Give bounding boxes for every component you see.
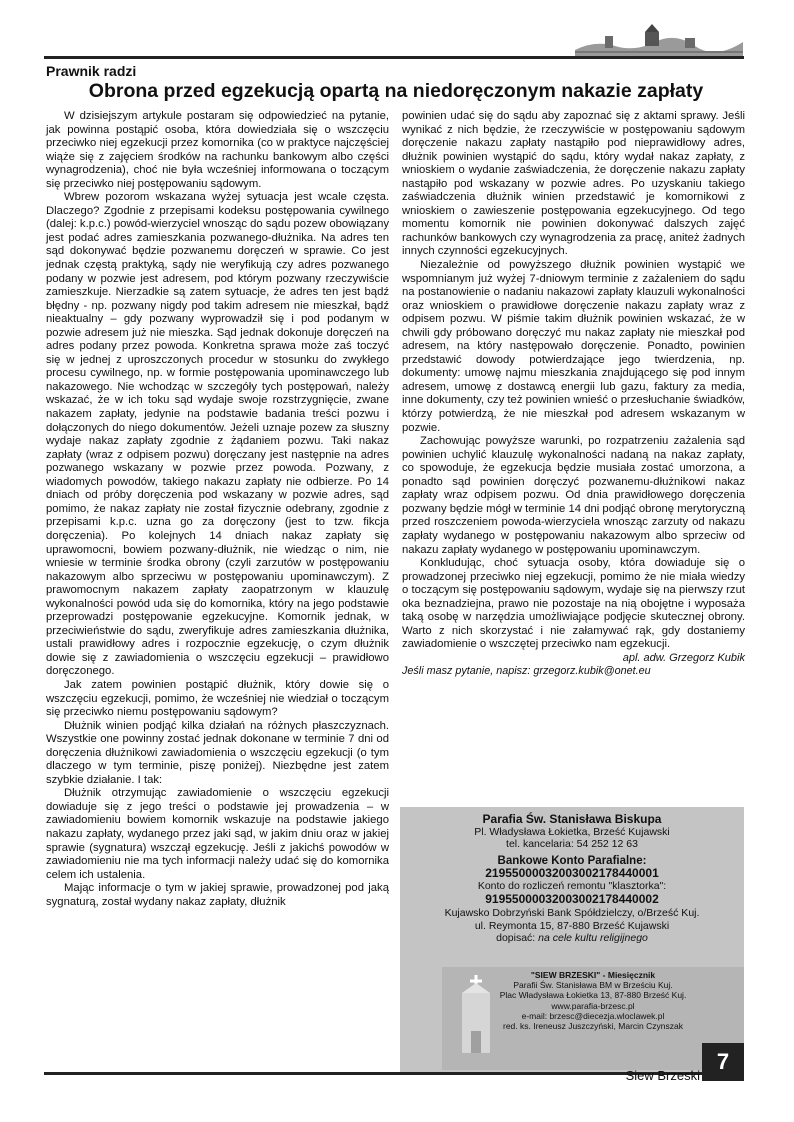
article-column-right bbox=[402, 110, 745, 679]
paragraph: Dłużnik winien podjąć kilka działań na różnych płaszczyznach. Wszystkie one powinny zostać jednak dokonane w terminie 7 dni od doręczenia dłużnikowi zawiadomienia o wszczęciu egzekucji (o tym dlaczego w tym terminie, piszę poniżej). Niezbędne jest zatem szybkie działanie. I tak: bbox=[46, 719, 389, 786]
transfer-note bbox=[400, 932, 744, 945]
footer-publication: Siew Brzeski bbox=[625, 1068, 700, 1083]
masthead-web[interactable]: www.parafia-brzesc.pl bbox=[551, 1000, 635, 1011]
paragraph: W dzisiejszym artykule postaram się odpowiedzieć na pytanie, jak powinna postąpić osoba, która dowiedziała się o wszczęciu przeciwko niej egzekucji przez komornika (co w praktyce najczęściej wiąże się z zajęciem środków na rachunku bankowym albo części wynagrodzenia), choć nie była wcześniej informowana o toczącym się przeciwko niej postępowaniu sądowym. bbox=[46, 110, 389, 190]
paragraph: powinien udać się do sądu aby zapoznać się z aktami sprawy. Jeśli wynikać z nich będzie, że rzeczywiście w postępowaniu sądowym doręczenie nakazu zapłaty nastąpiło pod nieprawidłowy adres, dłużnik powinien wystąpić do sądu, który wydał nakaz zapłaty, z wnioskiem o wydanie zaświadczenia, że doręczenie nakazu zapłaty nastąpiło pod wskazany w pozwie adres. Po uzyskaniu takiego zaświadczenia dłużnik winien przedstawić je komornikowi z wnioskiem o zawieszenie postępowania egzekucyjnego. Od tego momentu komornik nie powinien dokonywać dalszych zajęć rachunków bankowych czy wynagrodzenia za pracę, aniteż żadnych innych czynności egzekucyjnych. bbox=[402, 110, 745, 258]
article-headline: Obrona przed egzekucją opartą na niedoręczonym nakazie zapłaty bbox=[88, 80, 704, 102]
article-column-left bbox=[46, 110, 389, 909]
paragraph: Niezależnie od powyższego dłużnik powinien wystąpić we wspomnianym już wyżej 7-dniowym terminie z zażaleniem do sądu na postanowienie o nadaniu nakazowi zapłaty klauzuli wykonalności oraz wnioskiem o prawidłowe doręczenie nakazu zapłaty wraz z odpisem pozwu. W piśmie takim dłużnik powinien wskazać, że w chwili gdy próbowano doręczyć mu nakaz zapłaty nie mieszkał pod adresem, na który następowało doręczenie. Ponadto, powinien przedstawić dowody potwierdzające jego twierdzenia, np. dokumenty: umowę najmu mieszkania znajdującego się pod innym adresem, umowę z dostawcą energii lub gazu, faktury za media, inne dokumenty, czy też powinien wnieść o przesłuchanie świadków, którzy potwierdzą, że nie mieszkał pod adresem wskazanym w pozwie. bbox=[402, 259, 745, 434]
note-prefix: dopisać: bbox=[496, 932, 536, 945]
contact-line: Jeśli masz pytanie, napisz: grzegorz.kubik@onet.eu bbox=[402, 665, 651, 678]
parish-phone: tel. kancelaria: 54 252 12 63 bbox=[506, 838, 638, 851]
masthead-address: Plac Władysława Łokietka 13, 87-880 Brześć Kuj. bbox=[499, 990, 687, 1001]
church-logo-icon bbox=[446, 971, 506, 1061]
top-rule bbox=[44, 56, 744, 59]
masthead-editors: red. ks. Ireneusz Juszczyński, Marcin Czynszak bbox=[503, 1021, 683, 1032]
masthead-title: "SIEW BRZESKI" - Miesięcznik bbox=[530, 970, 656, 980]
bank-address: ul. Reymonta 15, 87-880 Brześć Kujawski bbox=[474, 919, 670, 932]
masthead-email[interactable]: e-mail: brzesc@diecezja.wloclawek.pl bbox=[521, 1010, 665, 1021]
note-text: na cele kultu religijnego bbox=[538, 932, 648, 945]
parish-name: Parafia Św. Stanisława Biskupa bbox=[482, 812, 662, 826]
masthead-box bbox=[442, 967, 744, 1070]
paragraph: Wbrew pozorom wskazana wyżej sytuacja jest wcale częsta. Dlaczego? Zgodnie z przepisami kodeksu postępowania cywilnego (dalej: k.p.c.) powód-wierzyciel wnosząc do sądu pozew obowiązany jest podać adres zamieszkania pozwanego-dłużnika. Na adres ten sąd dokonywać będzie pozwanemu doręczeń w sprawie. Co jest jednak częstą praktyką, sądy nie weryfikują czy adres pozwanego podany w pozwie jest adresem, pod którym pozwany rzeczywiście zamieszkuje. Nierzadkie są zatem sytuacje, że adres ten jest bądź błędny - np. pozwany nigdy pod takim adresem nie mieszkał, bądź nieaktualny – gdy pozwany wyprowadził się i pod podanym w pozwie adresem już nie mieszka. Sąd jednak dokonuje doręczeń na adres podany przez powoda. Konkretna sprawa może zaś toczyć się w jednej z uproszczonych procedur w stosunku do zwykłego procesu cywilnego, np. w formie postępowania upominawczego lub nakazowego. Nie wchodząc w szczegóły tych postępowań, należy wskazać, że w ich toku sąd wydaje swoje rozstrzygnięcie, zwane nakazem zapłaty, jedynie na podstawie badania treści pozwu i dołączonych do niego dokumentów. Jeżeli uznaje pozew za słuszny wydaje nakaz zapłaty zgodnie z żądaniem pozwu. Taki nakaz zapłaty (wraz z odpisem pozwu) doręczany jest następnie na adres pozwanego wskazany w pozwie przez powoda. Pozwany, z wiadomych powodów, takiego nakazu zapłaty nie odbierze. Po 14 dniach od próby doręczenia pod wskazany w pozwie adres, sąd pomimo, że nakaz zapłaty nie został fizycznie odebrany, zgodnie z przepisami k.p.c. uzna go za doręczony (jest to tzw. fikcja doręczenia). Po kolejnych 14 dniach nakaz zapłaty się uprawomocni, bowiem pozwany-dłużnik, nie wiedząc o nim, nie wniesie w terminie środka obrony (czyli zarzutów w postępowaniu nakazowym albo sprzeciwu w postępowaniu upominawczym). Z prawomocnym nakazem zapłaty zaopatrzonym w klauzulę wykonalności powód uda się do komornika, który na jego podstawie przeprowadzi postępowanie egzekucyjne. Komornik jednak, w przeciwieństwie do sądu, zweryfikuje adres zamieszkania dłużnika, ustali prawidłowy adres i rozpocznie egzekucję, o czym dłużnik dowie się z zawiadomienia o wszczęciu egzekucji – prawidłowo doręczonego. bbox=[46, 191, 389, 678]
paragraph: Dłużnik otrzymując zawiadomienie o wszczęciu egzekucji dowiaduje się z jego treści o podstawie jej prowadzenia – w zawiadomieniu bowiem komornik wskazuje na podstawie jakiego nakazu zapłaty, wydanego przez jaki sąd, w jakim dniu oraz w jakiej sprawie (sygnatura) wszczął egzekucję. Jeśli z jakichś powodów w zawiadomieniu nie ma tych informacji należy udać się do komornika celem ich ustalenia. bbox=[46, 787, 389, 881]
paragraph: Jak zatem powinien postąpić dłużnik, który dowie się o wszczęciu egzekucji, pomimo, że wcześniej nie wiedział o toczącym się przeciwko niemu postępowaniu sądowym? bbox=[46, 678, 389, 719]
bank-name: Kujawsko Dobrzyński Bank Spółdzielczy, o/Brześć Kuj. bbox=[444, 907, 700, 920]
account-number: 21955000032003002178440001 bbox=[485, 866, 659, 881]
paragraph: Mając informacje o tym w jakiej sprawie, prowadzonej pod jaką sygnaturą, został wydany nakaz zapłaty, dłużnik bbox=[46, 882, 389, 908]
section-label: Prawnik radzi bbox=[46, 63, 137, 79]
church-banner-image bbox=[575, 22, 743, 56]
account-label: Bankowe Konto Parafialne: bbox=[497, 854, 647, 867]
renovation-label: Konto do rozliczeń remontu "klasztorka": bbox=[477, 879, 667, 892]
masthead-publisher: Parafii Św. Stanisława BM w Brześciu Kuj. bbox=[513, 980, 673, 991]
paragraph: Zachowując powyższe warunki, po rozpatrzeniu zażalenia sąd powinien uchylić klauzulę wykonalności nadaną na nakaz zapłaty, co spowoduje, że egzekucja będzie musiała zostać umorzona, a ponadto sąd powinien doręczyć pozwanemu-dłużnikowi nakaz zapłaty wraz odpisem pozwu. Od dnia prawidłowego doręczenia pozwany będzie mógł w terminie 14 dni podjąć obronę merytoryczną przed roszczeniem powoda-wierzyciela wnosząc zarzuty od nakazu zapłaty wydanego w postępowaniu nakazowym albo sprzeciw od nakazu zapłaty wydanego w postępowaniu upominawczym. bbox=[402, 435, 745, 556]
renovation-number: 91955000032003002178440002 bbox=[485, 891, 659, 906]
paragraph: Konkludując, choć sytuacja osoby, która dowiaduje się o prowadzonej przeciwko niej egzekucji, pomimo że nie miała wiedzy o toczącym się postępowaniu sądowym, wydaje się na pierwszy rzut oka beznadziejna, prawo nie pozostaje na nią obojętne i wyposaża taką osobę w narzędzia umożliwiające podjęcie skutecznej obrony. Warto z nich skorzystać i nie załamywać rąk, gdy dostaniemy zawiadomienie o wszczętej przeciwko nam egzekucji. bbox=[402, 557, 745, 651]
page-number: 7 bbox=[702, 1043, 744, 1081]
author-signature: apl. adw. Grzegorz Kubik bbox=[622, 651, 745, 664]
parish-address: Pl. Władysława Łokietka, Brześć Kujawski bbox=[474, 825, 670, 838]
